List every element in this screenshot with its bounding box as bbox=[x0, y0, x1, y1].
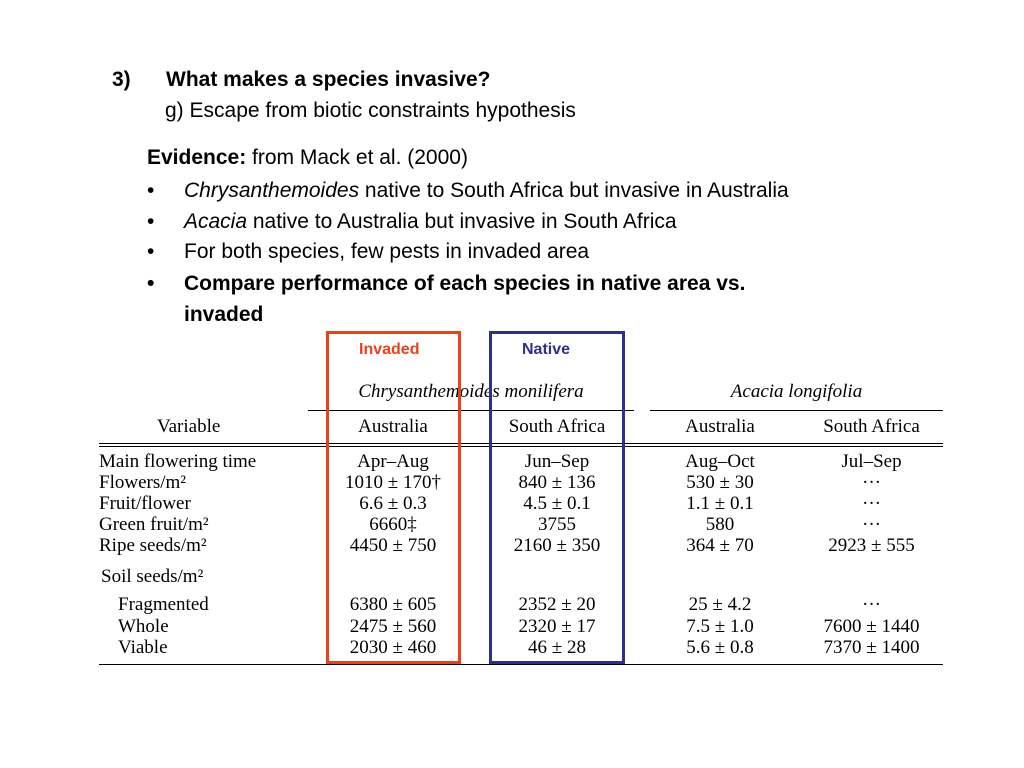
column-header-variable: Variable bbox=[157, 416, 221, 437]
table-cell: 1.1 ± 0.1 bbox=[686, 493, 754, 514]
table-cell: Aug–Oct bbox=[685, 451, 755, 472]
evidence-source: from Mack et al. (2000) bbox=[246, 146, 468, 169]
subheading: g) Escape from biotic constraints hypothesis bbox=[165, 99, 576, 122]
bullet-item bbox=[147, 176, 947, 207]
table-cell: 25 ± 4.2 bbox=[688, 594, 752, 615]
table-cell: 530 ± 30 bbox=[686, 472, 754, 493]
table-cell: 364 ± 70 bbox=[686, 535, 754, 556]
table-cell: Jul–Sep bbox=[841, 451, 902, 472]
table-cell: Apr–Aug bbox=[357, 451, 429, 472]
table-cell: ··· bbox=[862, 594, 881, 615]
bullet-text: native to Australia but invasive in South Africa bbox=[247, 209, 677, 233]
table-cell: 5.6 ± 0.8 bbox=[686, 637, 754, 658]
column-header: South Africa bbox=[508, 416, 606, 437]
evidence-label: Evidence: bbox=[147, 146, 247, 169]
row-label: Green fruit/m² bbox=[99, 514, 209, 535]
table-cell: 7.5 ± 1.0 bbox=[686, 616, 754, 637]
row-label: Fragmented bbox=[118, 594, 209, 615]
bullet-item bbox=[147, 268, 947, 330]
evidence-bullets bbox=[147, 176, 947, 330]
column-header: Australia bbox=[685, 416, 755, 437]
table-cell: 2475 ± 560 bbox=[349, 616, 437, 637]
table-cell: Jun–Sep bbox=[524, 451, 590, 472]
column-header: Australia bbox=[358, 416, 428, 437]
bullet-text-line1: Compare performance of each species in native area vs. bbox=[184, 271, 746, 295]
table-cell: 1010 ± 170† bbox=[345, 472, 441, 493]
table-cell: 2352 ± 20 bbox=[518, 594, 596, 615]
table-cell: ··· bbox=[862, 493, 881, 514]
row-label: Whole bbox=[118, 616, 169, 637]
table-cell: 840 ± 136 bbox=[518, 472, 596, 493]
native-label: Native bbox=[522, 341, 571, 358]
row-label: Ripe seeds/m² bbox=[99, 535, 207, 556]
bullet-item bbox=[147, 207, 947, 238]
evidence-line bbox=[147, 146, 468, 170]
table-bottom-rule bbox=[99, 664, 943, 665]
bullet-text: For both species, few pests in invaded area bbox=[184, 240, 590, 263]
bullet-text: native to South Africa but invasive in Australia bbox=[359, 179, 789, 202]
invaded-label: Invaded bbox=[359, 341, 420, 358]
table-cell: 580 bbox=[705, 514, 735, 535]
native-highlight-box bbox=[489, 331, 625, 664]
table-cell: 6.6 ± 0.3 bbox=[359, 493, 427, 514]
row-label: Fruit/flower bbox=[99, 493, 191, 514]
row-label: Flowers/m² bbox=[99, 472, 186, 493]
table-cell: 7370 ± 1400 bbox=[823, 637, 920, 658]
species-header-acacia: Acacia longifolia bbox=[730, 381, 863, 402]
table-cell: 2030 ± 460 bbox=[349, 637, 437, 658]
row-label: Main flowering time bbox=[99, 451, 257, 472]
species-name: Acacia bbox=[184, 209, 248, 233]
table-cell: 7600 ± 1440 bbox=[823, 616, 920, 637]
species-header-chrysanthemoides: Chrysanthemoides monilifera bbox=[358, 381, 584, 402]
bullet-item bbox=[147, 237, 947, 268]
table-cell: ··· bbox=[862, 472, 881, 493]
table-cell: 2160 ± 350 bbox=[513, 535, 601, 556]
soil-seeds-header: Soil seeds/m² bbox=[101, 566, 204, 587]
species-underline-acacia bbox=[650, 410, 943, 411]
row-label: Viable bbox=[118, 637, 168, 658]
slide-heading bbox=[112, 68, 491, 92]
heading-text: What makes a species invasive? bbox=[166, 68, 491, 91]
bullet-dot: • bbox=[147, 271, 155, 295]
table-cell: 2923 ± 555 bbox=[828, 535, 915, 556]
table-cell: 2320 ± 17 bbox=[518, 616, 596, 637]
bullet-dot: • bbox=[147, 209, 155, 233]
bullet-text-line2: invaded bbox=[184, 302, 264, 326]
table-cell: 46 ± 28 bbox=[528, 637, 586, 658]
column-header: South Africa bbox=[823, 416, 920, 437]
heading-number: 3) bbox=[112, 68, 131, 91]
table-cell: 6660‡ bbox=[369, 514, 417, 535]
table-cell: 3755 bbox=[538, 514, 576, 535]
table-cell: 4.5 ± 0.1 bbox=[523, 493, 591, 514]
table-cell: 4450 ± 750 bbox=[349, 535, 437, 556]
bullet-dot: • bbox=[147, 179, 155, 202]
table-cell: 6380 ± 605 bbox=[349, 594, 437, 615]
invaded-highlight-box bbox=[326, 331, 461, 664]
table-cell: ··· bbox=[862, 514, 881, 535]
bullet-dot: • bbox=[147, 240, 155, 263]
species-name: Chrysanthemoides bbox=[184, 179, 360, 202]
